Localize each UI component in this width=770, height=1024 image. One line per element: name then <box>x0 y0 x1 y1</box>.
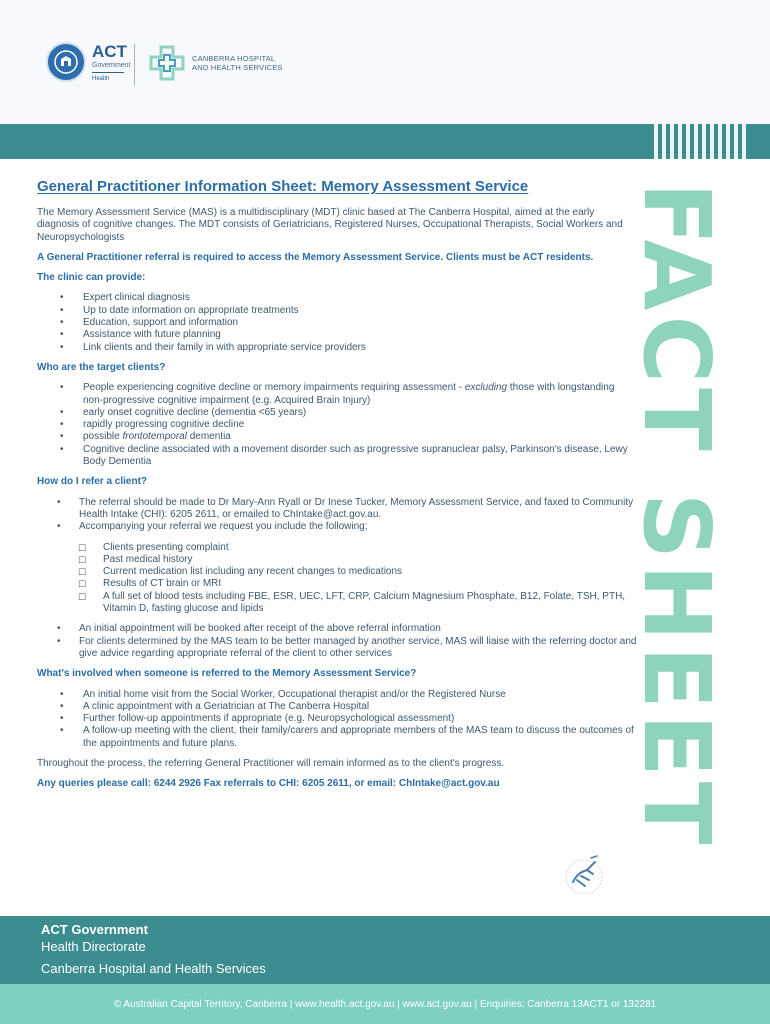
list-item: • Further follow-up appointments if appropriate (e.g. Neuropsychological assessment) <box>37 713 637 725</box>
chhs-logo-line2: AND HEALTH SERVICES <box>192 63 283 72</box>
list-item: • possible frontotemporal dementia <box>37 431 637 443</box>
list-item: • Education, support and information <box>37 317 637 329</box>
list-item: • A clinic appointment with a Geriatrician at The Canberra Hospital <box>37 701 637 713</box>
list-item: • Up to date information on appropriate treatments <box>37 305 637 317</box>
involved-heading: What's involved when someone is referred to the Memory Assessment Service? <box>37 668 417 680</box>
list-item: • People experiencing cognitive decline or memory impairments requiring assessment - excluding those with longstanding non-progressive cognitive impairment (e.g. Acquired Brain Injury) <box>37 382 637 407</box>
act-logo-health: Health <box>92 75 110 82</box>
document-body <box>37 178 637 799</box>
list-item: • rapidly progressing cognitive decline <box>37 419 637 431</box>
refer-after-list <box>37 623 637 660</box>
footer-line-directorate: Health Directorate <box>41 939 146 954</box>
fact-sheet-label: FACT SHEET <box>623 182 730 850</box>
act-government-logo <box>46 42 131 82</box>
footer-line-government: ACT Government <box>41 922 148 937</box>
list-item: • For clients determined by the MAS team to be better managed by another service, MAS will liaise with the referring doctor and give advice regarding appropriate referral of the client to other services <box>37 636 637 661</box>
provide-list <box>37 292 637 353</box>
list-item: • The referral should be made to Dr Mary-Ann Ryall or Dr Inese Tucker, Memory Assessment Service, and faxed to Community Health Intake (CHI): 6205 2611, or emailed to ChIntake@act.gov.au. <box>37 497 637 522</box>
target-heading: Who are the target clients? <box>37 361 166 373</box>
provide-heading: The clinic can provide: <box>37 272 146 284</box>
act-logo-subtitle: Government <box>92 61 131 69</box>
hospital-cross-icon <box>148 44 186 82</box>
refer-checklist <box>37 542 637 616</box>
intro-paragraph: The Memory Assessment Service (MAS) is a multidisciplinary (MDT) clinic based at The Canberra Hospital, aimed at the early diagnosis of cognitive changes. The MDT consists of Geriatricians, Registered Nurses, Occupational Therapists, Social Workers and Neuropsychologists <box>37 207 623 243</box>
list-item: • Cognitive decline associated with a movement disorder such as progressive supranuclear palsy, Parkinson's disease, Lewy Body Dementia <box>37 444 637 469</box>
target-list <box>37 382 637 468</box>
chhs-logo-line1: CANBERRA HOSPITAL <box>192 54 276 63</box>
act-logo-name: ACT <box>92 41 127 61</box>
list-item: • Accompanying your referral we request you include the following; <box>37 521 637 533</box>
refer-list <box>37 497 637 534</box>
list-item: • Link clients and their family in with appropriate service providers <box>37 342 637 354</box>
logo-divider <box>134 44 135 86</box>
checklist-item: ☐ Clients presenting complaint <box>37 542 637 554</box>
footer-line-services: Canberra Hospital and Health Services <box>41 961 266 976</box>
act-crest-icon <box>46 42 86 82</box>
checklist-item: ☐ Results of CT brain or MRI <box>37 578 637 590</box>
chhs-logo <box>148 44 283 82</box>
checklist-item: ☐ Current medication list including any recent changes to medications <box>37 566 637 578</box>
list-item: • early onset cognitive decline (dementia <65 years) <box>37 407 637 419</box>
footer-copyright: © Australian Capital Territory, Canberra | www.health.act.gov.au | www.act.gov.au | Enquiries: Canberra 13ACT1 or 132281 <box>0 984 770 1024</box>
refer-heading: How do I refer a client? <box>37 476 148 488</box>
involved-list <box>37 689 637 750</box>
page-title: General Practitioner Information Sheet: Memory Assessment Service <box>37 178 529 195</box>
checklist-item: ☐ A full set of blood tests including FBE, ESR, UEC, LFT, CRP, Calcium Magnesium Phosphate, B12, Folate, TSH, PTH, Vitamin D, fasting glucose and lipids <box>37 591 637 616</box>
footer <box>0 916 770 984</box>
requirement-paragraph: A General Practitioner referral is required to access the Memory Assessment Service. Clients must be ACT residents. <box>37 251 594 263</box>
list-item: • An initial appointment will be booked after receipt of the above referral information <box>37 623 637 635</box>
list-item: • Expert clinical diagnosis <box>37 292 637 304</box>
decorative-stripes <box>650 124 770 159</box>
hand-logo-icon <box>563 852 605 896</box>
throughout-paragraph: Throughout the process, the referring General Practitioner will remain informed as to the client's progress. <box>37 757 505 769</box>
list-item: • A follow-up meeting with the client, their family/carers and appropriate members of the MAS team to discuss the outcomes of the appointments and future plans. <box>37 725 637 750</box>
checklist-item: ☐ Past medical history <box>37 554 637 566</box>
list-item: • Assistance with future planning <box>37 329 637 341</box>
queries-paragraph: Any queries please call: 6244 2926 Fax referrals to CHI: 6205 2611, or email: ChIntake@act.gov.au <box>37 778 500 790</box>
list-item: • An initial home visit from the Social Worker, Occupational therapist and/or the Registered Nurse <box>37 689 637 701</box>
